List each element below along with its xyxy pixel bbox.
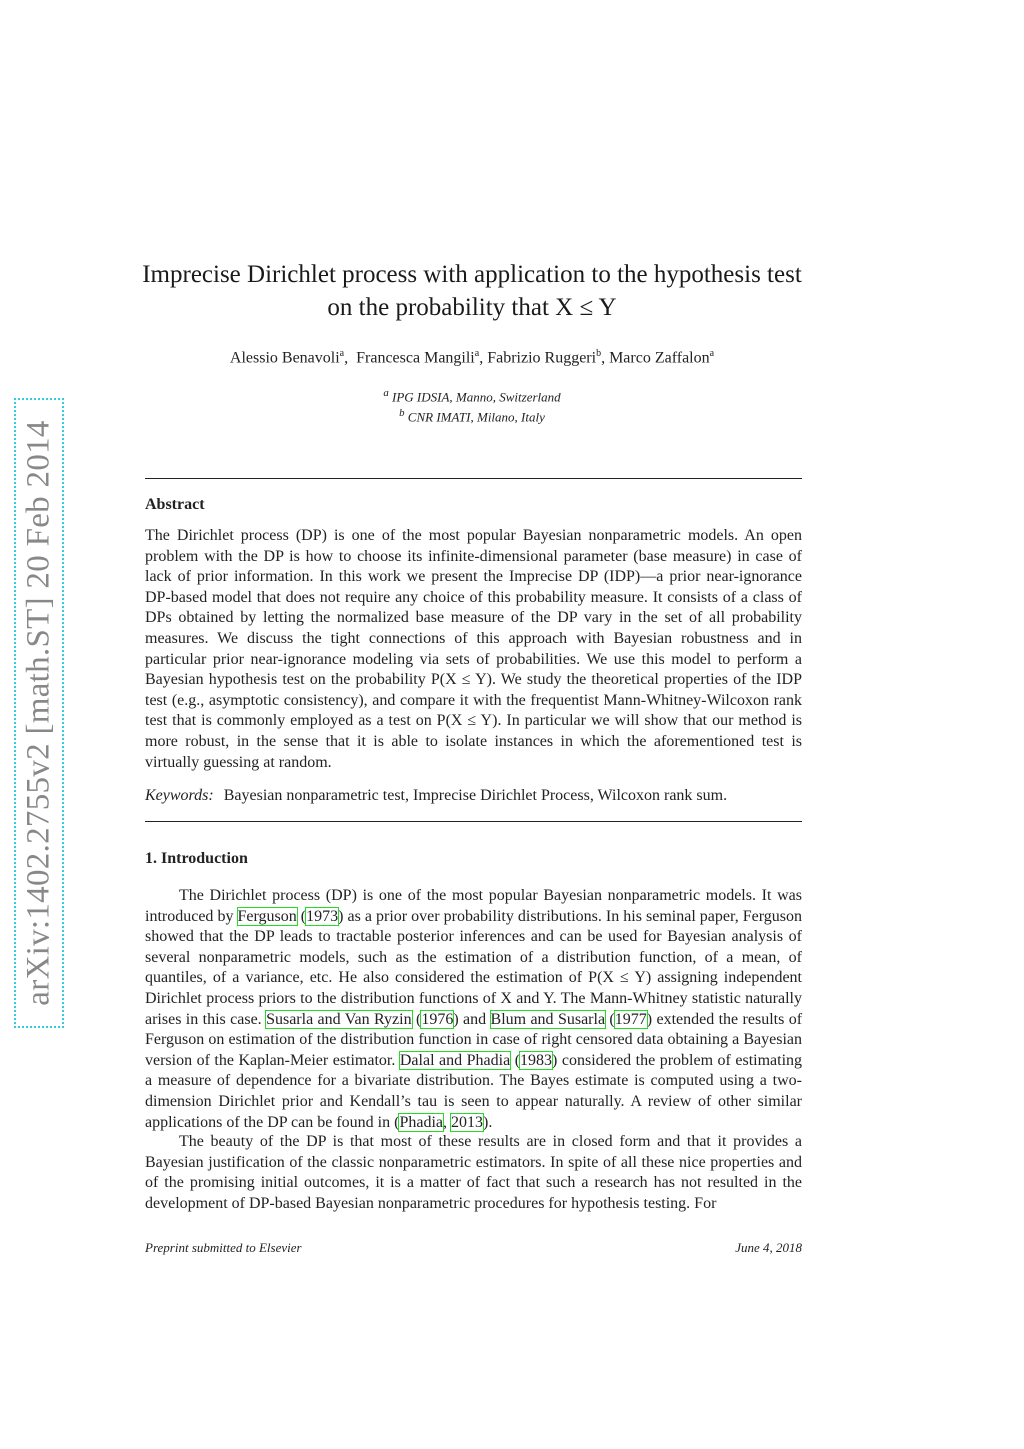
arxiv-id-text: arXiv:1402.2755v2 [math.ST] 20 Feb 2014 xyxy=(20,420,57,1006)
citation-link[interactable]: Blum and Susarla xyxy=(490,1010,606,1028)
footer-left: Preprint submitted to Elsevier xyxy=(145,1240,302,1255)
keywords-text: Bayesian nonparametric test, Imprecise Dirichlet Process, Wilcoxon rank sum. xyxy=(223,787,728,804)
introduction-heading: 1. Introduction xyxy=(145,850,248,867)
affiliation-a: $^a$ IPG IDSIA, Manno, Switzerland xyxy=(383,387,561,405)
abstract-top-rule xyxy=(145,478,802,479)
citation-link[interactable]: 1977 xyxy=(614,1010,647,1028)
author-name: Alessio Benavoli xyxy=(229,349,340,367)
paper-title xyxy=(100,258,844,324)
intro-paragraph-1: The Dirichlet process (DP) is one of the most popular Bayesian nonparametric models. It was introduced by Ferguson (1973) as a prior over probability distributions. In his seminal paper, Ferguson showed that the DP leads to tractable posterior inferences and can be used for Bayesian analysis of several nonparametric models, such as the estimation of a distribution function, of a mean, of quantiles, of a variance, etc. He also considered the estimation of P(X ≤ Y) assigning independent Dirichlet process priors to the distribution functions of X and Y. The Mann-Whitney statistic naturally arises in this case. Susarla and Van Ryzin (1976) and Blum and Susarla (1977) extended the results of Ferguson on estimation of the distribution function in case of right censored data obtaining a Bayesian version of the Kaplan-Meier estimator. Dalal and Phadia (1983) considered the problem of estimating a measure of dependence for a bivariate distribution. The Bayes estimate is computed using a two-dimension Dirichlet prior and Kendall’s tau is seen to appear naturally. A review of other similar applications of the DP can be found in (Phadia, 2013). xyxy=(145,887,803,1131)
arxiv-identifier-stamp xyxy=(14,398,64,1028)
author-affil-mark: a xyxy=(709,348,715,359)
title-line-1: Imprecise Dirichlet process with application to the hypothesis test xyxy=(142,261,802,288)
citation-link[interactable]: Phadia xyxy=(399,1113,443,1131)
affiliations xyxy=(100,385,844,426)
keywords-label: Keywords: xyxy=(145,787,214,804)
citation-link[interactable]: 2013 xyxy=(451,1113,483,1131)
author-name: Fabrizio Ruggeri xyxy=(487,349,597,367)
footer-date: June 4, 2018 xyxy=(735,1240,802,1255)
author-affil-mark: a xyxy=(339,348,345,359)
abstract-bottom-rule xyxy=(145,821,802,822)
title-line-2: on the probability that X ≤ Y xyxy=(327,294,617,321)
author-affil-mark: a xyxy=(474,348,480,359)
author-name: Francesca Mangili xyxy=(356,349,475,367)
abstract-text: The Dirichlet process (DP) is one of the most popular Bayesian nonparametric models. An open problem with the DP is how to choose its infinite-dimensional parameter (base measure) in case of lack of prior information. In this work we present the Imprecise DP (IDP)—a prior near-ignorance DP-based model that does not require any choice of this probability measure. It consists of a class of DPs obtained by letting the normalized base measure of the DP vary in the set of all probability measures. We discuss the tight connections of this approach with Bayesian robustness and in particular prior near-ignorance modeling via sets of probabilities. We use this model to perform a Bayesian hypothesis test on the probability P(X ≤ Y). We study the theoretical properties of the IDP test (e.g., asymptotic consistency), and compare it with the frequentist Mann-Whitney-Wilcoxon rank test that is commonly employed as a test on P(X ≤ Y). In particular we will show that our method is more robust, in the sense that it is able to isolate instances in which the aforementioned test is virtually guessing at random. xyxy=(145,527,802,771)
citation-link[interactable]: 1973 xyxy=(306,907,339,925)
affiliation-b: $^b$ CNR IMATI, Milano, Italy xyxy=(399,407,545,425)
author-list: Alessio Benavoli$^a$, Francesca Mangili$^a$, Fabrizio Ruggeri$^b$, Marco Zaffalon$^a$ xyxy=(229,348,715,367)
citation-link[interactable]: 1983 xyxy=(520,1051,553,1069)
citation-link[interactable]: Susarla and Van Ryzin xyxy=(266,1010,412,1028)
author-name: Marco Zaffalon xyxy=(609,349,710,367)
citation-link[interactable]: 1976 xyxy=(421,1010,454,1028)
author-affil-mark: b xyxy=(596,348,602,359)
intro-paragraph-2: The beauty of the DP is that most of these results are in closed form and that it provides a Bayesian justification of the classic nonparametric estimators. In spite of all these nice properties and of the promising initial outcomes, it is a matter of fact that such a research has not resulted in the development of DP-based Bayesian nonparametric procedures for hypothesis testing. For xyxy=(145,1133,802,1212)
keywords xyxy=(145,787,727,805)
abstract-heading: Abstract xyxy=(145,496,205,513)
citation-link[interactable]: Dalal and Phadia xyxy=(399,1051,511,1069)
citation-link[interactable]: Ferguson xyxy=(237,907,297,925)
